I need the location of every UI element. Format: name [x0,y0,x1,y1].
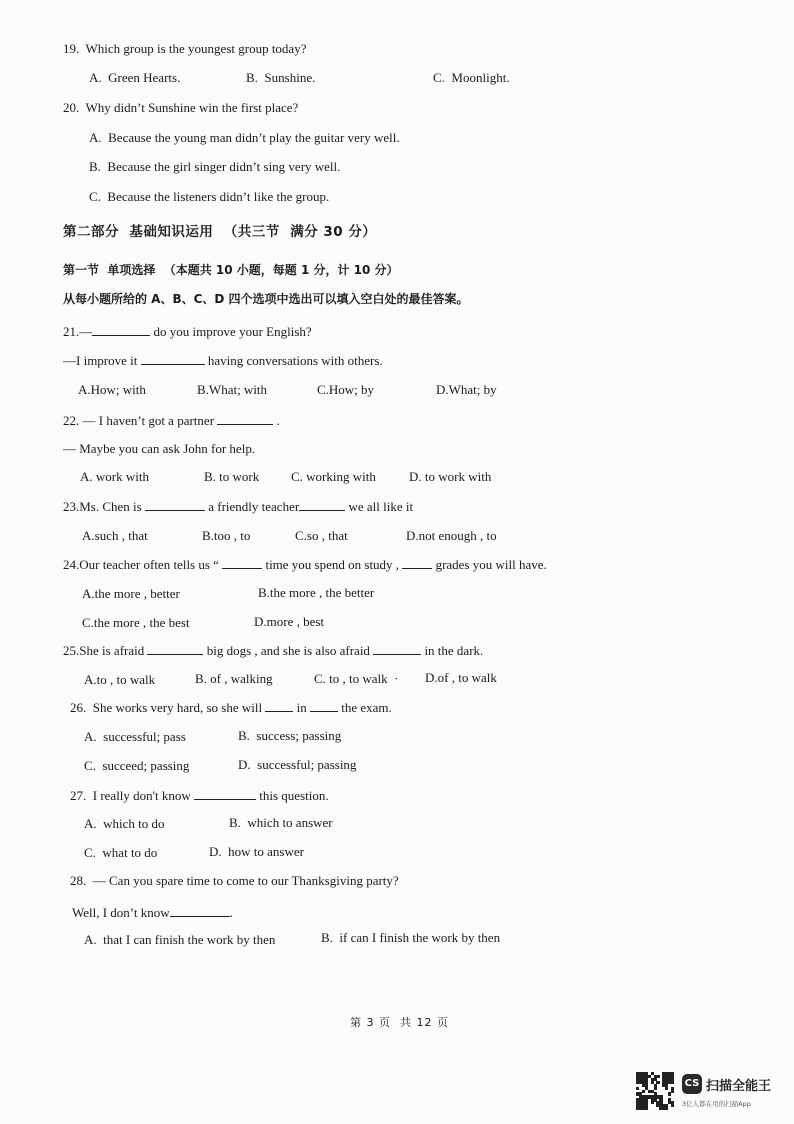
q28-option-a: A. that I can finish the work by then [84,932,276,947]
q27-stem: 27. I really don't know this question. [70,788,329,803]
q22-option-a: A. work with [80,469,149,484]
answer-blank [310,699,338,712]
q24-stem: 24.Our teacher often tells us “ time you spend on study , grades you will have. [63,557,547,572]
q28-stem: 28. — Can you spare time to come to our Thanksgiving party? [70,873,399,888]
q22-reply: — Maybe you can ask John for help. [63,441,256,456]
answer-blank [194,787,256,800]
q25-option-d: D.of , to walk [425,670,497,685]
q24-option-a: A.the more , better [82,586,180,601]
q23-option-d: D.not enough , to [406,528,497,543]
q23-stem: 23.Ms. Chen is a friendly teacher we all like it [63,499,414,514]
section1-title: 第一节 单项选择 （本题共 10 小题，每题 1 分，计 10 分） [63,263,399,277]
answer-blank [217,412,273,425]
q25-option-c: C. to , to walk · [314,671,399,686]
answer-blank [265,699,293,712]
answer-blank [170,904,230,917]
q21-stem: 21.— do you improve your English? [63,324,312,339]
qr-code-icon [636,1072,674,1110]
q23-option-b: B.too , to [202,528,251,543]
q19-option-a: A. Green Hearts. [89,70,181,85]
q21-option-b: B.What; with [197,382,268,397]
q21-option-a: A.How; with [78,382,146,397]
q27-option-d: D. how to answer [209,844,304,859]
q22-stem: 22. — I haven’t got a partner . [63,413,280,428]
q26-option-b: B. success; passing [238,728,342,743]
answer-blank [147,642,203,655]
q28-reply: Well, I don’t know . [72,905,233,920]
q26-option-d: D. successful; passing [238,757,357,772]
q24-option-c: C.the more , the best [82,615,190,630]
q20-option-c: C. Because the listeners didn’t like the group. [89,189,330,204]
q20-stem: 20. Why didn’t Sunshine win the first place? [63,100,299,115]
q20-option-b: B. Because the girl singer didn’t sing very well. [89,159,341,174]
q21-reply: —I improve it having conversations with others. [63,353,383,368]
q24-option-b: B.the more , the better [258,585,375,600]
q26-option-c: C. succeed; passing [84,758,190,773]
q23-option-c: C.so , that [295,528,348,543]
q23-option-a: A.such , that [82,528,148,543]
q22-option-c: C. working with [291,469,376,484]
q25-stem: 25.She is afraid big dogs , and she is also afraid in the dark. [63,643,484,658]
answer-blank [92,323,150,336]
answer-blank [373,642,421,655]
q19-option-c: C. Moonlight. [433,70,510,85]
q22-option-d: D. to work with [409,469,492,484]
q19-stem: 19. Which group is the youngest group today? [63,41,307,56]
q27-option-c: C. what to do [84,845,158,860]
q24-option-d: D.more , best [254,614,325,629]
q25-option-b: B. of , walking [195,671,273,686]
answer-blank [145,498,205,511]
camscanner-logo: CS [682,1074,702,1094]
q20-option-a: A. Because the young man didn’t play the guitar very well. [89,130,400,145]
q22-option-b: B. to work [204,469,260,484]
camscanner-name: 扫描全能王 [706,1079,772,1094]
q27-option-a: A. which to do [84,816,165,831]
q26-option-a: A. successful; pass [84,729,186,744]
q21-option-d: D.What; by [436,382,497,397]
q25-option-a: A.to , to walk [84,672,156,687]
q28-option-b: B. if can I finish the work by then [321,930,501,945]
q27-option-b: B. which to answer [229,815,333,830]
page-number: 第 3 页 共 12 页 [350,1016,449,1029]
section1-instruction: 从每小题所给的 A、B、C、D 四个选项中选出可以填入空白处的最佳答案。 [63,292,469,306]
q19-option-b: B. Sunshine. [246,70,316,85]
answer-blank [402,556,432,569]
q21-option-c: C.How; by [317,382,375,397]
camscanner-tagline: 3亿人都在用的扫描App [682,1100,751,1108]
answer-blank [222,556,262,569]
answer-blank [141,352,205,365]
part2-title: 第二部分 基础知识运用 （共三节 满分 30 分） [63,224,377,240]
q26-stem: 26. She works very hard, so she will in the exam. [70,700,392,715]
answer-blank [299,498,345,511]
